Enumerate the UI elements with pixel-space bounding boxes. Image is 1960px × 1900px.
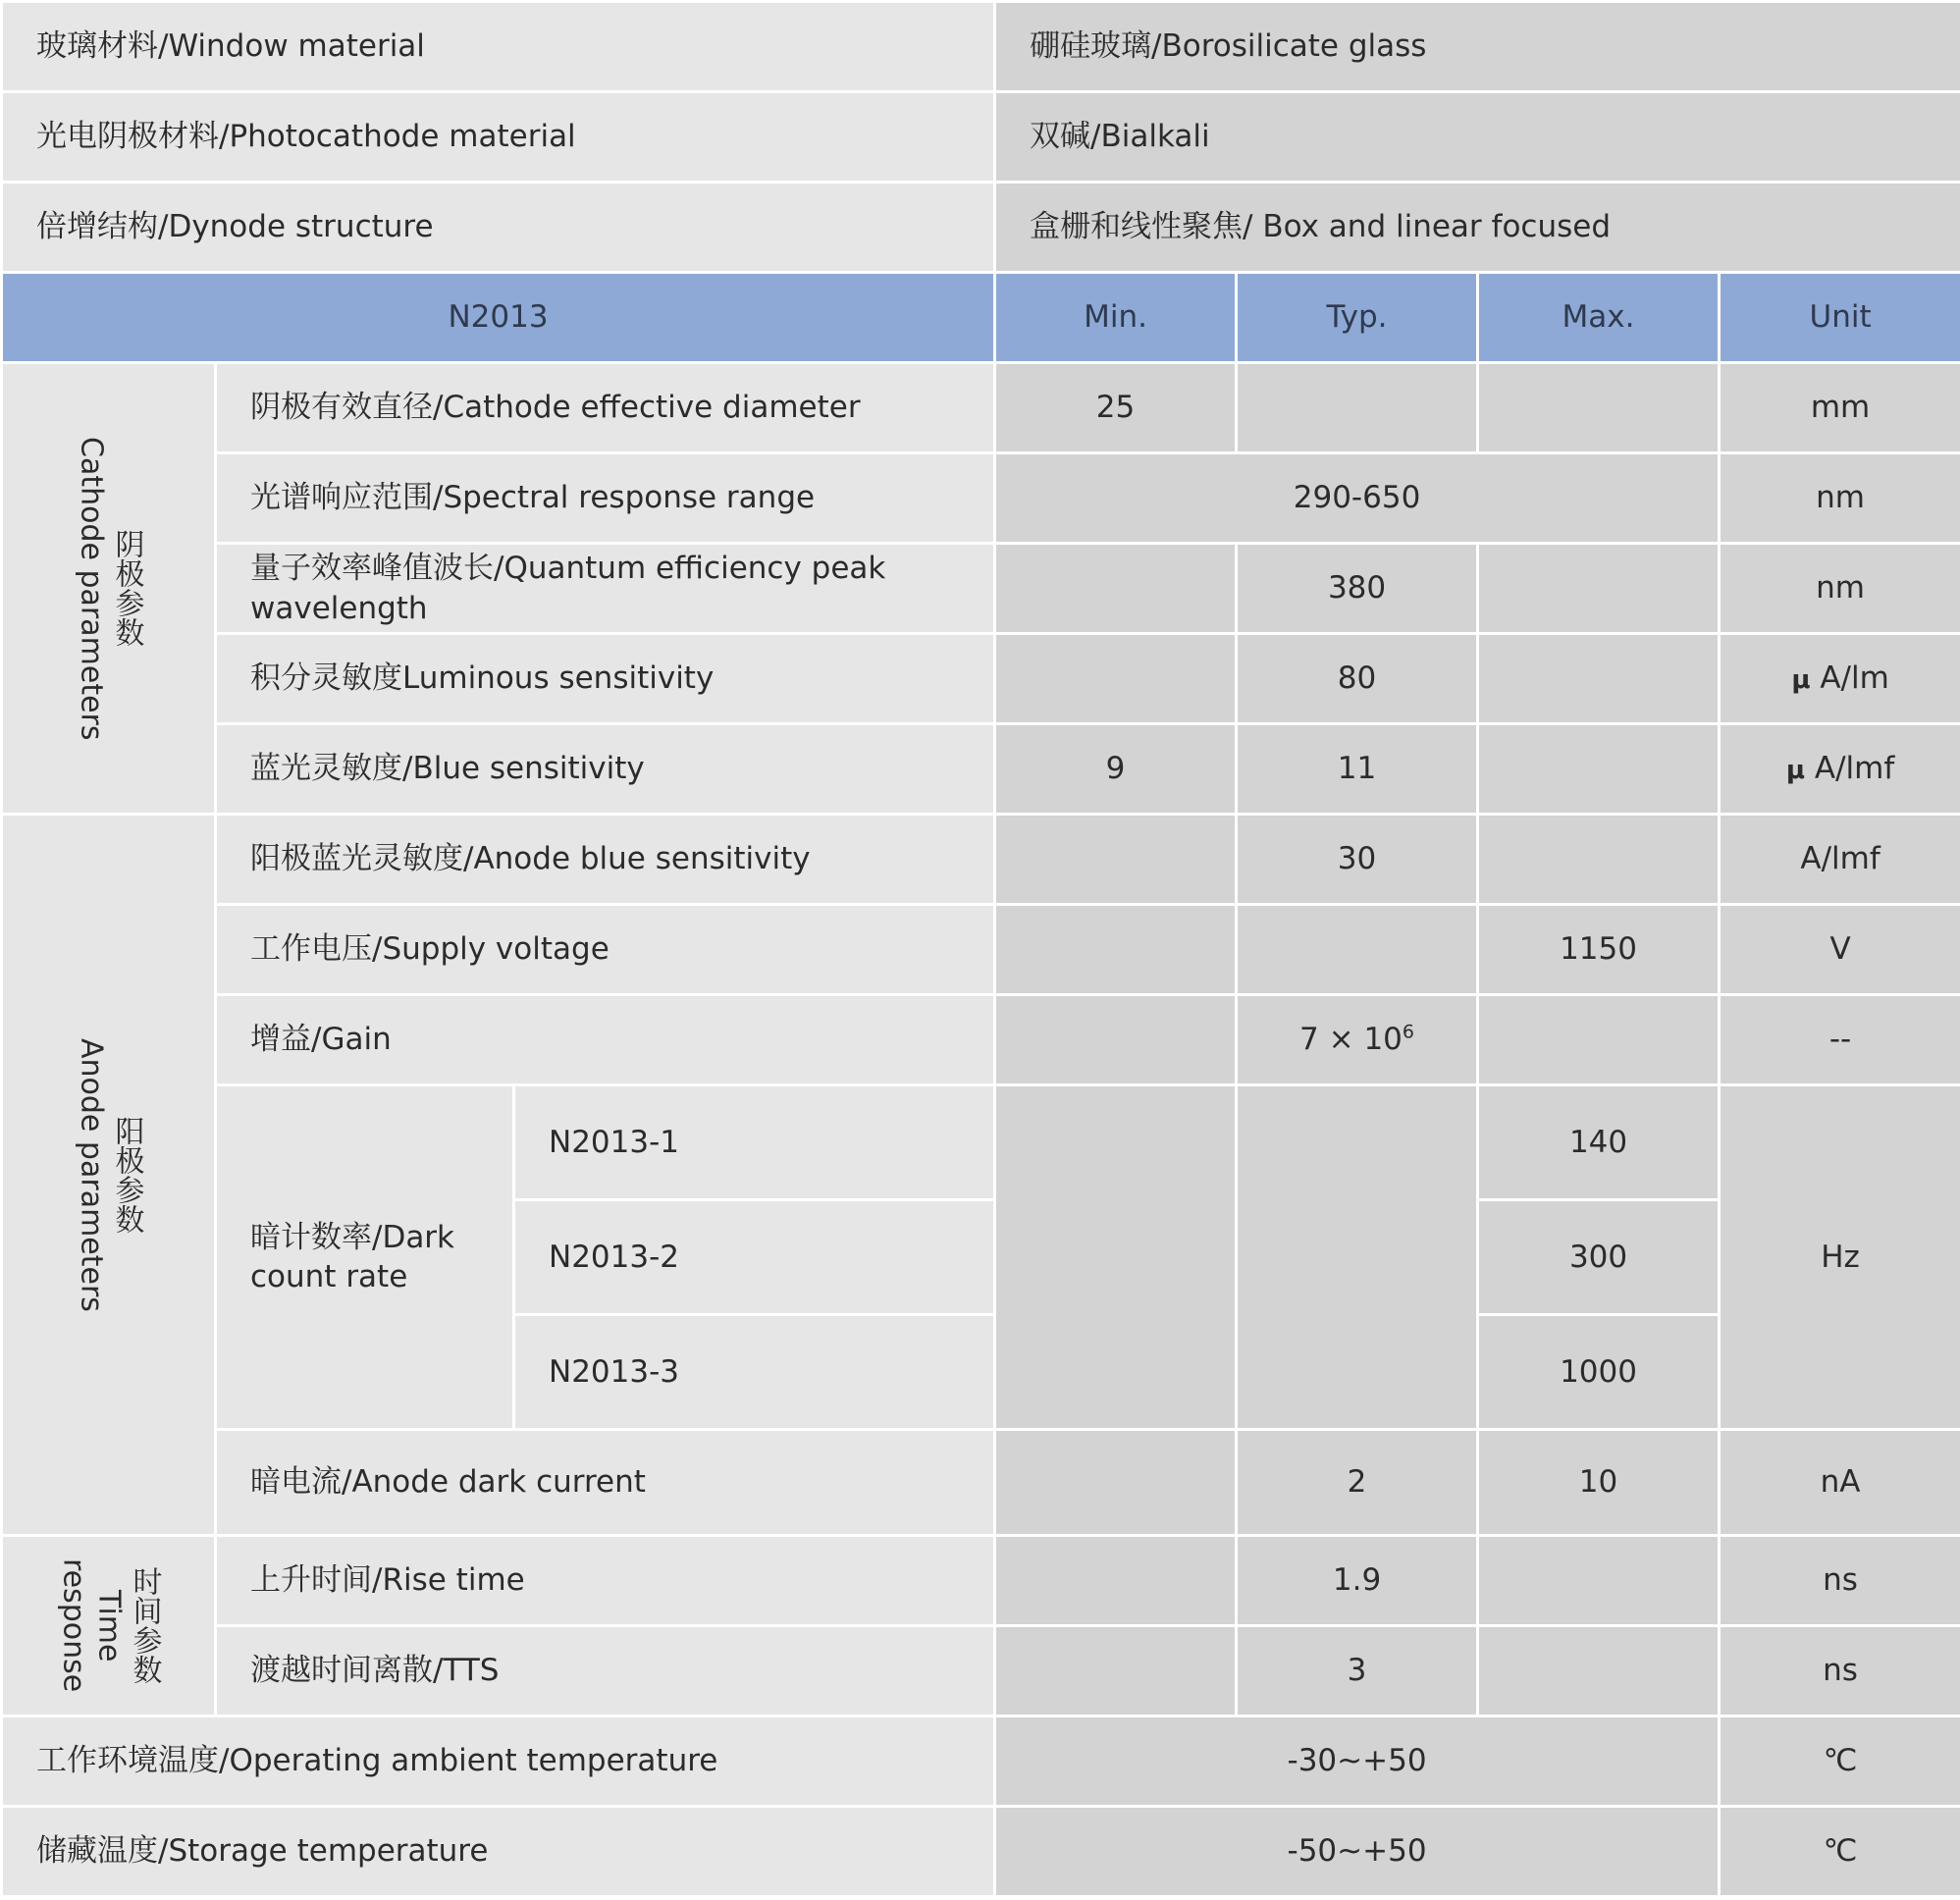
- spec-row-cathode-diameter: [2, 363, 1960, 453]
- cell-max: 300: [1478, 1200, 1720, 1315]
- cell-max: 1150: [1478, 905, 1720, 995]
- group-label-cn: 时间参数: [127, 1566, 162, 1685]
- cell-max: [1478, 634, 1720, 724]
- spec-row-storage-temperature: [2, 1807, 1960, 1897]
- cell-unit: ℃: [1720, 1716, 1960, 1807]
- dark-count-label: [216, 1085, 514, 1430]
- cell-unit: A/lmf: [1720, 815, 1960, 905]
- group-label-cn: 阳极参数: [109, 1116, 144, 1234]
- cell-min: [995, 544, 1237, 634]
- row-label: 光谱响应范围/Spectral response range: [216, 453, 995, 544]
- cell-typ: 2: [1237, 1430, 1478, 1536]
- cell-typ: 30: [1237, 815, 1478, 905]
- group-label-cathode: [2, 363, 216, 815]
- cell-min: [995, 634, 1237, 724]
- spec-row-gain: [2, 995, 1960, 1085]
- unit-prefix: μ: [1785, 756, 1805, 786]
- group-label-time: [2, 1536, 216, 1716]
- spec-row-blue-sensitivity: [2, 724, 1960, 815]
- cell-unit: [1720, 634, 1960, 724]
- unit-prefix: μ: [1791, 665, 1811, 696]
- cell-max: 1000: [1478, 1315, 1720, 1430]
- unit-text: A/lmf: [1814, 751, 1895, 787]
- header-typ: Typ.: [1237, 273, 1478, 363]
- spec-row-photocathode-material: [2, 92, 1960, 183]
- header-unit: Unit: [1720, 273, 1960, 363]
- cell-max: [1478, 363, 1720, 453]
- group-label-anode: [2, 815, 216, 1536]
- cell-typ: [1237, 905, 1478, 995]
- cell-typ: 380: [1237, 544, 1478, 634]
- cell-min: [995, 1626, 1237, 1716]
- cell-max: [1478, 544, 1720, 634]
- spec-row-dynode-structure: [2, 183, 1960, 273]
- header-max: Max.: [1478, 273, 1720, 363]
- table-header: [2, 273, 1960, 363]
- row-label: 阳极蓝光灵敏度/Anode blue sensitivity: [216, 815, 995, 905]
- header-model: N2013: [2, 273, 995, 363]
- row-label: 工作环境温度/Operating ambient temperature: [2, 1716, 995, 1807]
- spec-row-luminous-sensitivity: [2, 634, 1960, 724]
- unit-text: A/lm: [1820, 660, 1889, 697]
- spec-row-dark-count-1: [2, 1085, 1960, 1200]
- dark-count-label-1: 暗计数率/Dark: [250, 1219, 455, 1255]
- header-min: Min.: [995, 273, 1237, 363]
- row-label: 增益/Gain: [216, 995, 995, 1085]
- group-label-en: Anode parameters: [74, 1037, 109, 1312]
- spec-row-supply-voltage: [2, 905, 1960, 995]
- cell-unit: nA: [1720, 1430, 1960, 1536]
- cell-typ: [1237, 995, 1478, 1085]
- spec-row-tts: [2, 1626, 1960, 1716]
- cell-min: [995, 995, 1237, 1085]
- spec-row-anode-blue-sensitivity: [2, 815, 1960, 905]
- cell-unit: mm: [1720, 363, 1960, 453]
- cell-max: [1478, 724, 1720, 815]
- row-value: 盒栅和线性聚焦/ Box and linear focused: [995, 183, 1960, 273]
- gain-exponent: 6: [1402, 1022, 1414, 1044]
- group-label-cn: 阴极参数: [109, 529, 144, 648]
- cell-max: 10: [1478, 1430, 1720, 1536]
- cell-unit: [1720, 724, 1960, 815]
- dark-count-label-2: count rate: [250, 1259, 408, 1294]
- spec-row-qe-peak: [2, 544, 1960, 634]
- row-label: 阴极有效直径/Cathode effective diameter: [216, 363, 995, 453]
- cell-min: 25: [995, 363, 1237, 453]
- dark-count-typ: [1237, 1085, 1478, 1430]
- spec-row-rise-time: [2, 1536, 1960, 1626]
- row-label: 积分灵敏度Luminous sensitivity: [216, 634, 995, 724]
- cell-max: [1478, 1536, 1720, 1626]
- spec-row-window-material: [2, 2, 1960, 92]
- cell-min: [995, 1430, 1237, 1536]
- variant-name: N2013-3: [514, 1315, 995, 1430]
- cell-unit: ns: [1720, 1536, 1960, 1626]
- spec-row-operating-temperature: [2, 1716, 1960, 1807]
- cell-typ: [1237, 363, 1478, 453]
- row-value: 双碱/Bialkali: [995, 92, 1960, 183]
- group-label-en: Cathode parameters: [74, 436, 109, 741]
- row-label: 玻璃材料/Window material: [2, 2, 995, 92]
- cell-min: [995, 905, 1237, 995]
- cell-typ: 1.9: [1237, 1536, 1478, 1626]
- row-label: 倍增结构/Dynode structure: [2, 183, 995, 273]
- dark-count-min: [995, 1085, 1237, 1430]
- spec-row-spectral-range: [2, 453, 1960, 544]
- cell-min: 9: [995, 724, 1237, 815]
- row-label: 量子效率峰值波长/Quantum efficiency peak wavelength: [216, 544, 995, 634]
- cell-typ: 3: [1237, 1626, 1478, 1716]
- group-label-en-2: response: [56, 1558, 91, 1693]
- cell-typ: 11: [1237, 724, 1478, 815]
- cell-typ: 80: [1237, 634, 1478, 724]
- cell-range: -30~+50: [995, 1716, 1720, 1807]
- row-label: 上升时间/Rise time: [216, 1536, 995, 1626]
- cell-min: [995, 1536, 1237, 1626]
- cell-max: [1478, 995, 1720, 1085]
- dark-count-unit: Hz: [1720, 1085, 1960, 1430]
- row-label: 暗电流/Anode dark current: [216, 1430, 995, 1536]
- row-label: 蓝光灵敏度/Blue sensitivity: [216, 724, 995, 815]
- cell-min: [995, 815, 1237, 905]
- gain-base: 7 × 10: [1299, 1022, 1403, 1058]
- cell-unit: V: [1720, 905, 1960, 995]
- cell-max: 140: [1478, 1085, 1720, 1200]
- cell-range: -50~+50: [995, 1807, 1720, 1897]
- cell-unit: --: [1720, 995, 1960, 1085]
- cell-max: [1478, 815, 1720, 905]
- row-label: 渡越时间离散/TTS: [216, 1626, 995, 1716]
- cell-unit: nm: [1720, 453, 1960, 544]
- row-label: 光电阴极材料/Photocathode material: [2, 92, 995, 183]
- row-label: 储藏温度/Storage temperature: [2, 1807, 995, 1897]
- group-label-en-1: Time: [91, 1589, 127, 1662]
- cell-unit: ns: [1720, 1626, 1960, 1716]
- cell-max: [1478, 1626, 1720, 1716]
- cell-unit: nm: [1720, 544, 1960, 634]
- row-label: 工作电压/Supply voltage: [216, 905, 995, 995]
- row-value: 硼硅玻璃/Borosilicate glass: [995, 2, 1960, 92]
- cell-unit: ℃: [1720, 1807, 1960, 1897]
- variant-name: N2013-2: [514, 1200, 995, 1315]
- variant-name: N2013-1: [514, 1085, 995, 1200]
- spec-row-dark-current: [2, 1430, 1960, 1536]
- cell-range: 290-650: [995, 453, 1720, 544]
